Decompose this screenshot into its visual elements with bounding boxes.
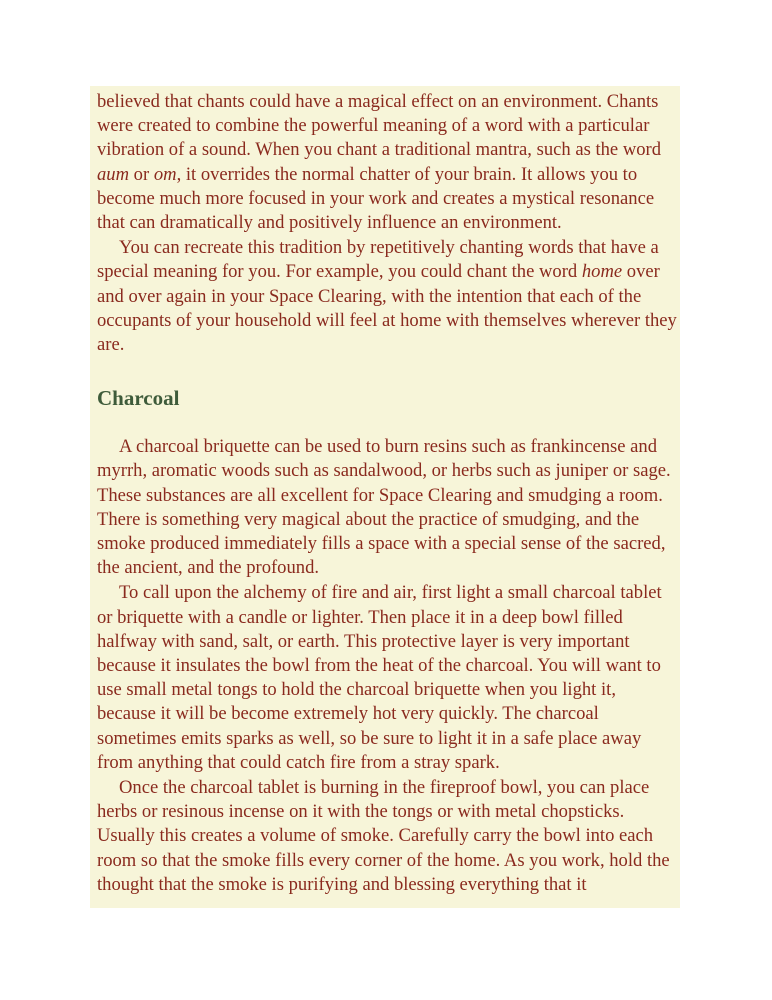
text-segment: You can recreate this tradition by repetitively chanting words that have a special meaning for you. For example, you could chant the word xyxy=(97,237,659,283)
section-heading: Charcoal xyxy=(97,386,180,411)
paragraph-recreate-tradition xyxy=(97,236,677,357)
document-body xyxy=(97,90,677,897)
paragraph-charcoal-burning: Once the charcoal tablet is burning in the fireproof bowl, you can place herbs or resinous incense on it with the tongs or with metal chopsticks. Usually this creates a volume of smoke. Carefully carry the bowl into each room so that the smoke fills every corner of the home. As you work, hold the thought that the smoke is purifying and blessing everything that it xyxy=(97,777,670,895)
italic-term-aum: aum xyxy=(97,163,130,185)
text-segment: , it overrides the normal chatter of your brain. It allows you to become much more focused in your work and creates a mystical resonance that can dramatically and positively influence an environment. xyxy=(97,163,655,234)
paragraph-charcoal-intro: A charcoal briquette can be used to burn resins such as frankincense and myrrh, aromatic woods such as sandalwood, or herbs such as juniper or sage. These substances are all excellent for Space Clearing and smudging a room. There is something very magical about the practice of smudging, and the smoke produced immediately fills a space with a special sense of the sacred, the ancient, and the profound. xyxy=(97,436,671,579)
text-segment: or xyxy=(129,163,154,185)
paragraph-chants xyxy=(97,90,677,235)
text-segment: believed that chants could have a magical effect on an environment. Chants were created to combine the powerful meaning of a word with a particular vibration of a sound. When you chant a traditional mantra, such as the word xyxy=(97,91,662,161)
paragraph-charcoal-lighting: To call upon the alchemy of fire and air, first light a small charcoal tablet or briquette with a candle or lighter. Then place it in a deep bowl filled halfway with sand, salt, or earth. This protective layer is very important because it insulates the bowl from the heat of the charcoal. You will want to use small metal tongs to hold the charcoal briquette when you light it, because it will be become extremely hot very quickly. The charcoal sometimes emits sparks as well, so be sure to light it in a safe place away from anything that could catch fire from a stray spark. xyxy=(97,582,662,773)
italic-term-home: home xyxy=(581,261,623,283)
text-segment: over and over again in your Space Clearing, with the intention that each of the occupants of your household will feel at home with themselves wherever they are. xyxy=(97,261,677,356)
italic-term-om: om xyxy=(153,163,177,185)
